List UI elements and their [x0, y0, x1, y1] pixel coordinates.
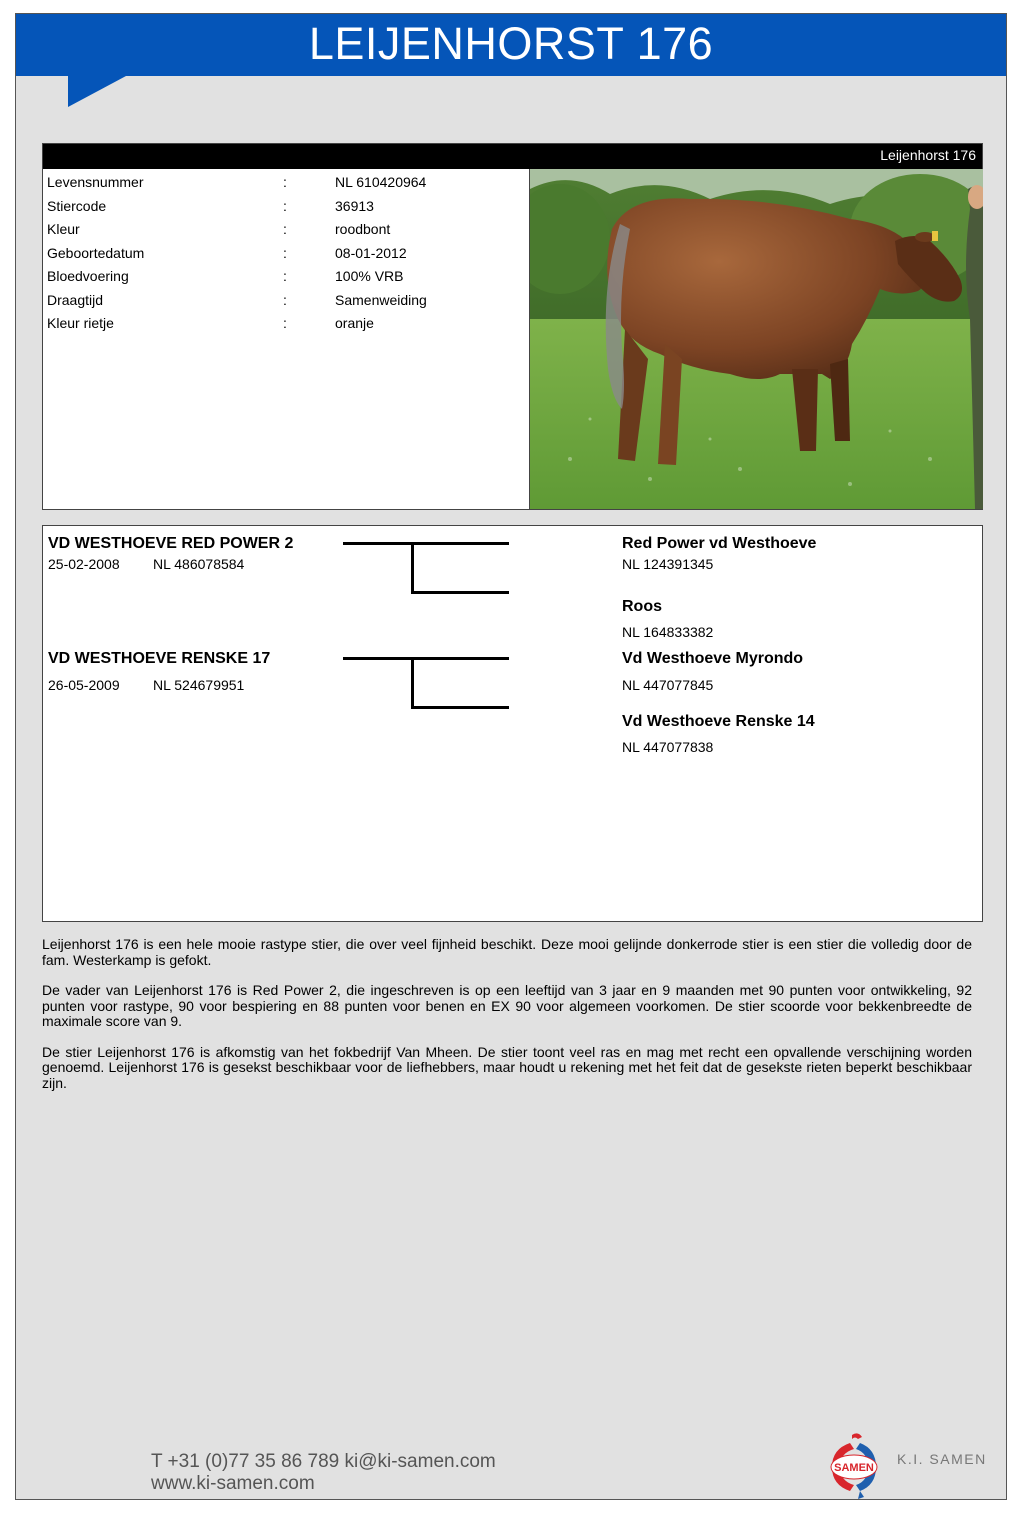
dam-sire-name: Vd Westhoeve Myrondo	[622, 650, 804, 667]
footer-contact	[151, 1451, 496, 1495]
description-paragraph: Leijenhorst 176 is een hele mooie rastype stier, die over veel fijnheid beschikt. Deze mooi gelijnde donkerrode stier is een stier die volledig door de fam. Westerkamp is gefokt.	[42, 936, 972, 968]
logo-badge-text: SAMEN	[834, 1462, 874, 1474]
info-header-bar	[43, 144, 982, 169]
sire-dam-number: NL 164833382	[622, 624, 714, 640]
sire-name: VD WESTHOEVE RED POWER 2	[48, 535, 294, 552]
info-row	[47, 268, 527, 292]
sire-date: 25-02-2008	[48, 556, 120, 572]
dam-name: VD WESTHOEVE RENSKE 17	[48, 650, 271, 667]
title-banner	[16, 14, 1006, 76]
contact-line: T +31 (0)77 35 86 789 ki@ki-samen.com	[151, 1451, 496, 1472]
info-table	[47, 174, 527, 339]
dam-connector-bottom	[411, 706, 509, 709]
info-value: NL 610420964	[335, 174, 427, 190]
website-link[interactable]: www.ki-samen.com	[151, 1473, 315, 1494]
info-row	[47, 174, 527, 198]
info-separator: :	[283, 315, 287, 331]
info-value: Samenweiding	[335, 291, 427, 308]
description-paragraph: De vader van Leijenhorst 176 is Red Power 2, die ingeschreven is op een leeftijd van 3 jaar en 9 maanden met 90 punten voor ontwikkeling, 92 punten voor rastype, 90 voor bespiering en 88 punten voor benen en EX 90 voor algemeen voorkomen. De stier scoorde voor bekkenbreedte de maximale score van 9.	[42, 982, 972, 1029]
dam-number: NL 524679951	[153, 677, 245, 693]
dam-connector-top	[343, 657, 509, 660]
description-paragraph: De stier Leijenhorst 176 is afkomstig van het fokbedrijf Van Mheen. De stier toont veel ras en mag met recht een opvallende verschijning worden genoemd. Leijenhorst 176 is gesekst beschikbaar voor de liefhebbers, maar houdt u rekening met het feit dat de gesekste rieten beperkt beschikbaar zijn.	[42, 1043, 972, 1091]
info-value: 100% VRB	[335, 268, 404, 284]
logo-text: K.I. SAMEN	[897, 1451, 987, 1467]
info-separator: :	[283, 291, 287, 308]
sire-connector-top	[343, 542, 509, 545]
info-row	[47, 221, 527, 245]
info-separator: :	[283, 221, 287, 237]
bull-info-box	[42, 143, 983, 510]
pedigree-box	[42, 525, 983, 922]
dam-dam-number: NL 447077838	[622, 739, 714, 755]
dam-dam-name: Vd Westhoeve Renske 14	[622, 713, 815, 730]
info-separator: :	[283, 244, 287, 261]
info-separator: :	[283, 174, 287, 190]
info-label: Bloedvoering	[47, 268, 129, 284]
info-separator: :	[283, 268, 287, 284]
info-value: 36913	[335, 197, 374, 214]
info-separator: :	[283, 197, 287, 214]
page-title: LEIJENHORST 176	[308, 18, 714, 69]
datasheet-page	[15, 13, 1007, 1500]
dam-connector-vertical	[411, 657, 414, 709]
info-row	[47, 315, 527, 339]
info-row	[47, 245, 527, 269]
info-row	[47, 292, 527, 316]
info-label: Kleur	[47, 221, 80, 237]
sire-connector-bottom	[411, 591, 509, 594]
sire-number: NL 486078584	[153, 556, 245, 572]
info-label: Kleur rietje	[47, 315, 114, 331]
sire-sire-number: NL 124391345	[622, 556, 714, 572]
bull-photo	[529, 169, 983, 509]
dam-date: 26-05-2009	[48, 677, 120, 693]
info-label: Draagtijd	[47, 291, 104, 308]
info-value: oranje	[335, 315, 374, 331]
info-label: Geboortedatum	[47, 244, 145, 261]
info-row	[47, 198, 527, 222]
info-value: 08-01-2012	[335, 244, 407, 261]
sire-sire-name: Red Power vd Westhoeve	[622, 535, 817, 552]
description	[42, 937, 972, 1106]
dam-sire-number: NL 447077845	[622, 677, 714, 693]
info-label: Stiercode	[47, 197, 107, 214]
info-header-label: Leijenhorst 176	[880, 147, 976, 163]
sire-dam-name: Roos	[622, 598, 662, 615]
sire-connector-vertical	[411, 542, 414, 594]
info-value: roodbont	[335, 221, 391, 237]
info-label: Levensnummer	[47, 174, 144, 190]
banner-flag-shape	[68, 76, 128, 108]
